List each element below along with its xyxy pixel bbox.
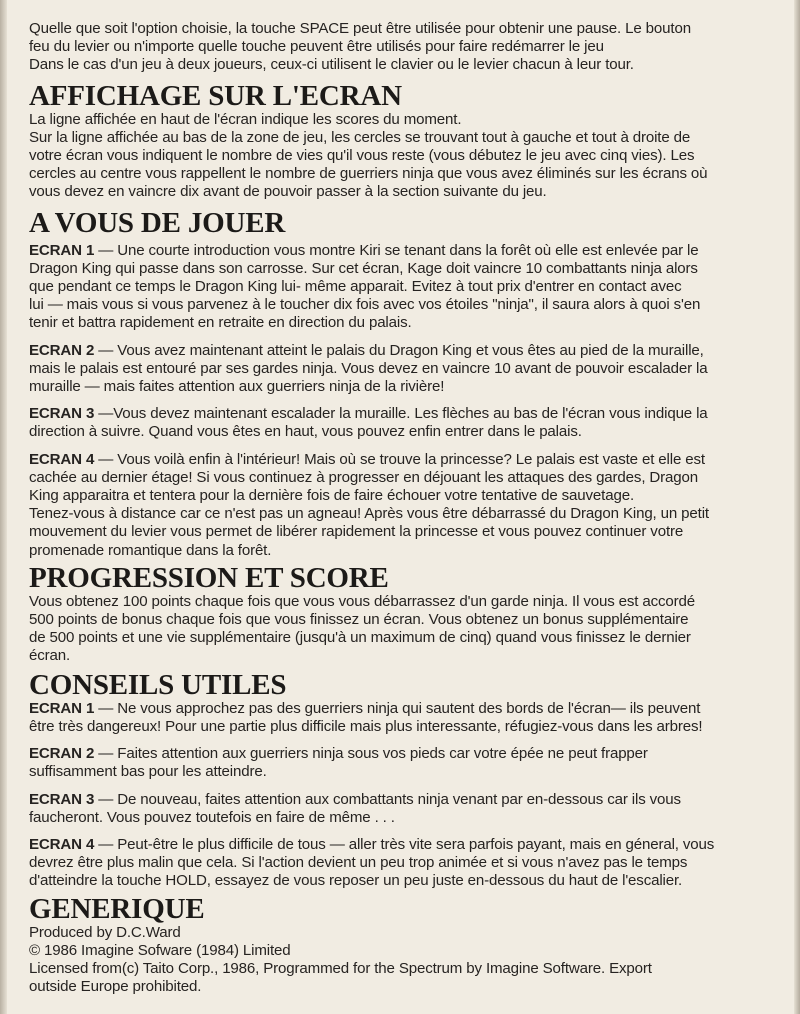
text-line: — Vous voilà enfin à l'intérieur! Mais où se trouve la princesse? Le palais est vaste et elle est: [94, 450, 705, 468]
credit-line: © 1986 Imagine Sofware (1984) Limited: [29, 941, 291, 959]
ecran-label: ECRAN 3: [29, 790, 95, 808]
jouer-ecran2: [29, 342, 774, 397]
text-line: — Faites attention aux guerriers ninja sous vos pieds car votre épée ne peut frapper: [94, 745, 648, 763]
text-line: mais le palais est entouré par ses gardes ninja. Vous devez en vaincre 10 avant de pouvoir escalader la: [29, 359, 708, 377]
text-line: mouvement du levier vous permet de libérer rapidement la princesse et vous pouvez continuer votre: [29, 523, 684, 541]
ecran-label: ECRAN 3: [29, 405, 95, 423]
text-line: 500 points de bonus chaque fois que vous finissez un écran. Vous obtenez un bonus supplémentaire: [29, 611, 689, 629]
text-line: écran.: [29, 647, 71, 665]
text-line: lui — mais vous si vous parvenez à le toucher dix fois avec vos étoiles "ninja", il saura alors à quoi s'en: [29, 296, 701, 314]
affichage-paragraph: [29, 111, 774, 202]
jouer-ecran4: [29, 451, 774, 560]
text-line: — De nouveau, faites attention aux combattants ninja venant par en-dessous car ils vous: [94, 790, 681, 808]
conseils-ecran2: [29, 745, 774, 781]
text-line: — Ne vous approchez pas des guerriers ninja qui sautent des bords de l'écran— ils peuvent: [94, 699, 701, 717]
page-edge-left: [0, 0, 7, 1014]
text-line: La ligne affichée en haut de l'écran indique les scores du moment.: [29, 110, 462, 128]
text-line: vous devez en vaincre dix avant de pouvoir passer à la section suivante du jeu.: [29, 183, 547, 201]
text-line: Tenez-vous à distance car ce n'est pas un agneau! Après vous être débarrassé du Dragon King, un petit: [29, 505, 709, 523]
ecran-label: ECRAN 1: [29, 241, 95, 259]
text-line: Sur la ligne affichée au bas de la zone de jeu, les cercles se trouvant tout à gauche et tout à droite de: [29, 128, 691, 146]
jouer-ecran1: [29, 242, 774, 333]
heading-progression: PROGRESSION ET SCORE: [29, 561, 389, 594]
conseils-ecran3: [29, 791, 774, 827]
text-line: tenir et battra rapidement en retraite en direction du palais.: [29, 314, 412, 332]
intro-line: feu du levier ou n'importe quelle touche peuvent être utilisés pour faire redémarrer le jeu: [29, 38, 604, 56]
page-content: [29, 20, 774, 996]
ecran-label: ECRAN 2: [29, 341, 95, 359]
text-line: que pendant ce temps le Dragon King lui- même apparait. Evitez à tout prix d'entrer en contact avec: [29, 278, 682, 296]
text-line: suffisamment bas pour les atteindre.: [29, 763, 267, 781]
text-line: de 500 points et une vie supplémentaire (jusqu'à un maximum de cinq) quand vous finissez le dernier: [29, 629, 691, 647]
text-line: promenade romantique dans la forêt.: [29, 541, 272, 559]
text-line: muraille — mais faites attention aux guerriers ninja de la rivière!: [29, 378, 445, 396]
ecran-label: ECRAN 4: [29, 450, 95, 468]
conseils-ecran4: [29, 836, 774, 891]
text-line: être très dangereux! Pour une partie plus difficile mais plus interessante, réfugiez-vous dans les arbres!: [29, 717, 703, 735]
text-line: direction à suivre. Quand vous êtes en haut, vous pouvez enfin entrer dans le palais.: [29, 423, 582, 441]
ecran-label: ECRAN 2: [29, 745, 95, 763]
text-line: King apparaitra et tentera pour la dernière fois de faire échouer votre tentative de sauvetage.: [29, 487, 634, 505]
progression-paragraph: [29, 593, 774, 666]
page-edge-right: [794, 0, 800, 1014]
heading-affichage: AFFICHAGE SUR L'ECRAN: [29, 79, 402, 112]
heading-conseils: CONSEILS UTILES: [29, 668, 287, 701]
text-line: Dragon King qui passe dans son carrosse. Sur cet écran, Kage doit vaincre 10 combattants ninja alors: [29, 259, 698, 277]
text-line: cachée au dernier étage! Si vous continuez à progresser en déjouant les attaques des gardes, Dragon: [29, 468, 699, 486]
credit-line: Licensed from(c) Taito Corp., 1986, Programmed for the Spectrum by Imagine Software. Export: [29, 959, 652, 977]
intro-paragraph: [29, 20, 774, 75]
text-line: — Une courte introduction vous montre Kiri se tenant dans la forêt où elle est enlevée par le: [94, 241, 699, 259]
text-line: devrez être plus malin que cela. Si l'action devient un peu trop animée et si vous n'avez pas le temps: [29, 854, 688, 872]
text-line: —Vous devez maintenant escalader la muraille. Les flèches au bas de l'écran vous indique la: [94, 405, 708, 423]
generique-paragraph: [29, 924, 774, 997]
conseils-ecran1: [29, 700, 774, 736]
text-line: — Vous avez maintenant atteint le palais du Dragon King et vous êtes au pied de la muraille,: [94, 341, 704, 359]
jouer-ecran3: [29, 405, 774, 441]
text-line: — Peut-être le plus difficile de tous — aller très vite sera parfois payant, mais en géneral, vous: [94, 835, 715, 853]
text-line: cercles au centre vous rappellent le nombre de guerriers ninja que vous avez éliminés sur les écrans où: [29, 165, 708, 183]
text-line: votre écran vous indiquent le nombre de vies qu'il vous reste (vous débutez le jeu avec cinq vies). Les: [29, 147, 695, 165]
heading-generique: GENERIQUE: [29, 892, 205, 925]
text-line: Vous obtenez 100 points chaque fois que vous vous débarrassez d'un garde ninja. Il vous est accordé: [29, 592, 696, 610]
credit-line: Produced by D.C.Ward: [29, 923, 181, 941]
intro-line: Quelle que soit l'option choisie, la touche SPACE peut être utilisée pour obtenir une pause. Le bouton: [29, 20, 691, 37]
intro-line: Dans le cas d'un jeu à deux joueurs, ceux-ci utilisent le clavier ou le levier chacun à leur tour.: [29, 56, 634, 74]
text-line: d'atteindre la touche HOLD, essayez de vous reposer un peu juste en-dessous du haut de l'escalier.: [29, 872, 683, 890]
ecran-label: ECRAN 1: [29, 699, 95, 717]
text-line: faucheront. Vous pouvez toutefois en faire de même . . .: [29, 808, 395, 826]
credit-line: outside Europe prohibited.: [29, 978, 202, 996]
ecran-label: ECRAN 4: [29, 835, 95, 853]
heading-jouer: A VOUS DE JOUER: [29, 206, 286, 239]
